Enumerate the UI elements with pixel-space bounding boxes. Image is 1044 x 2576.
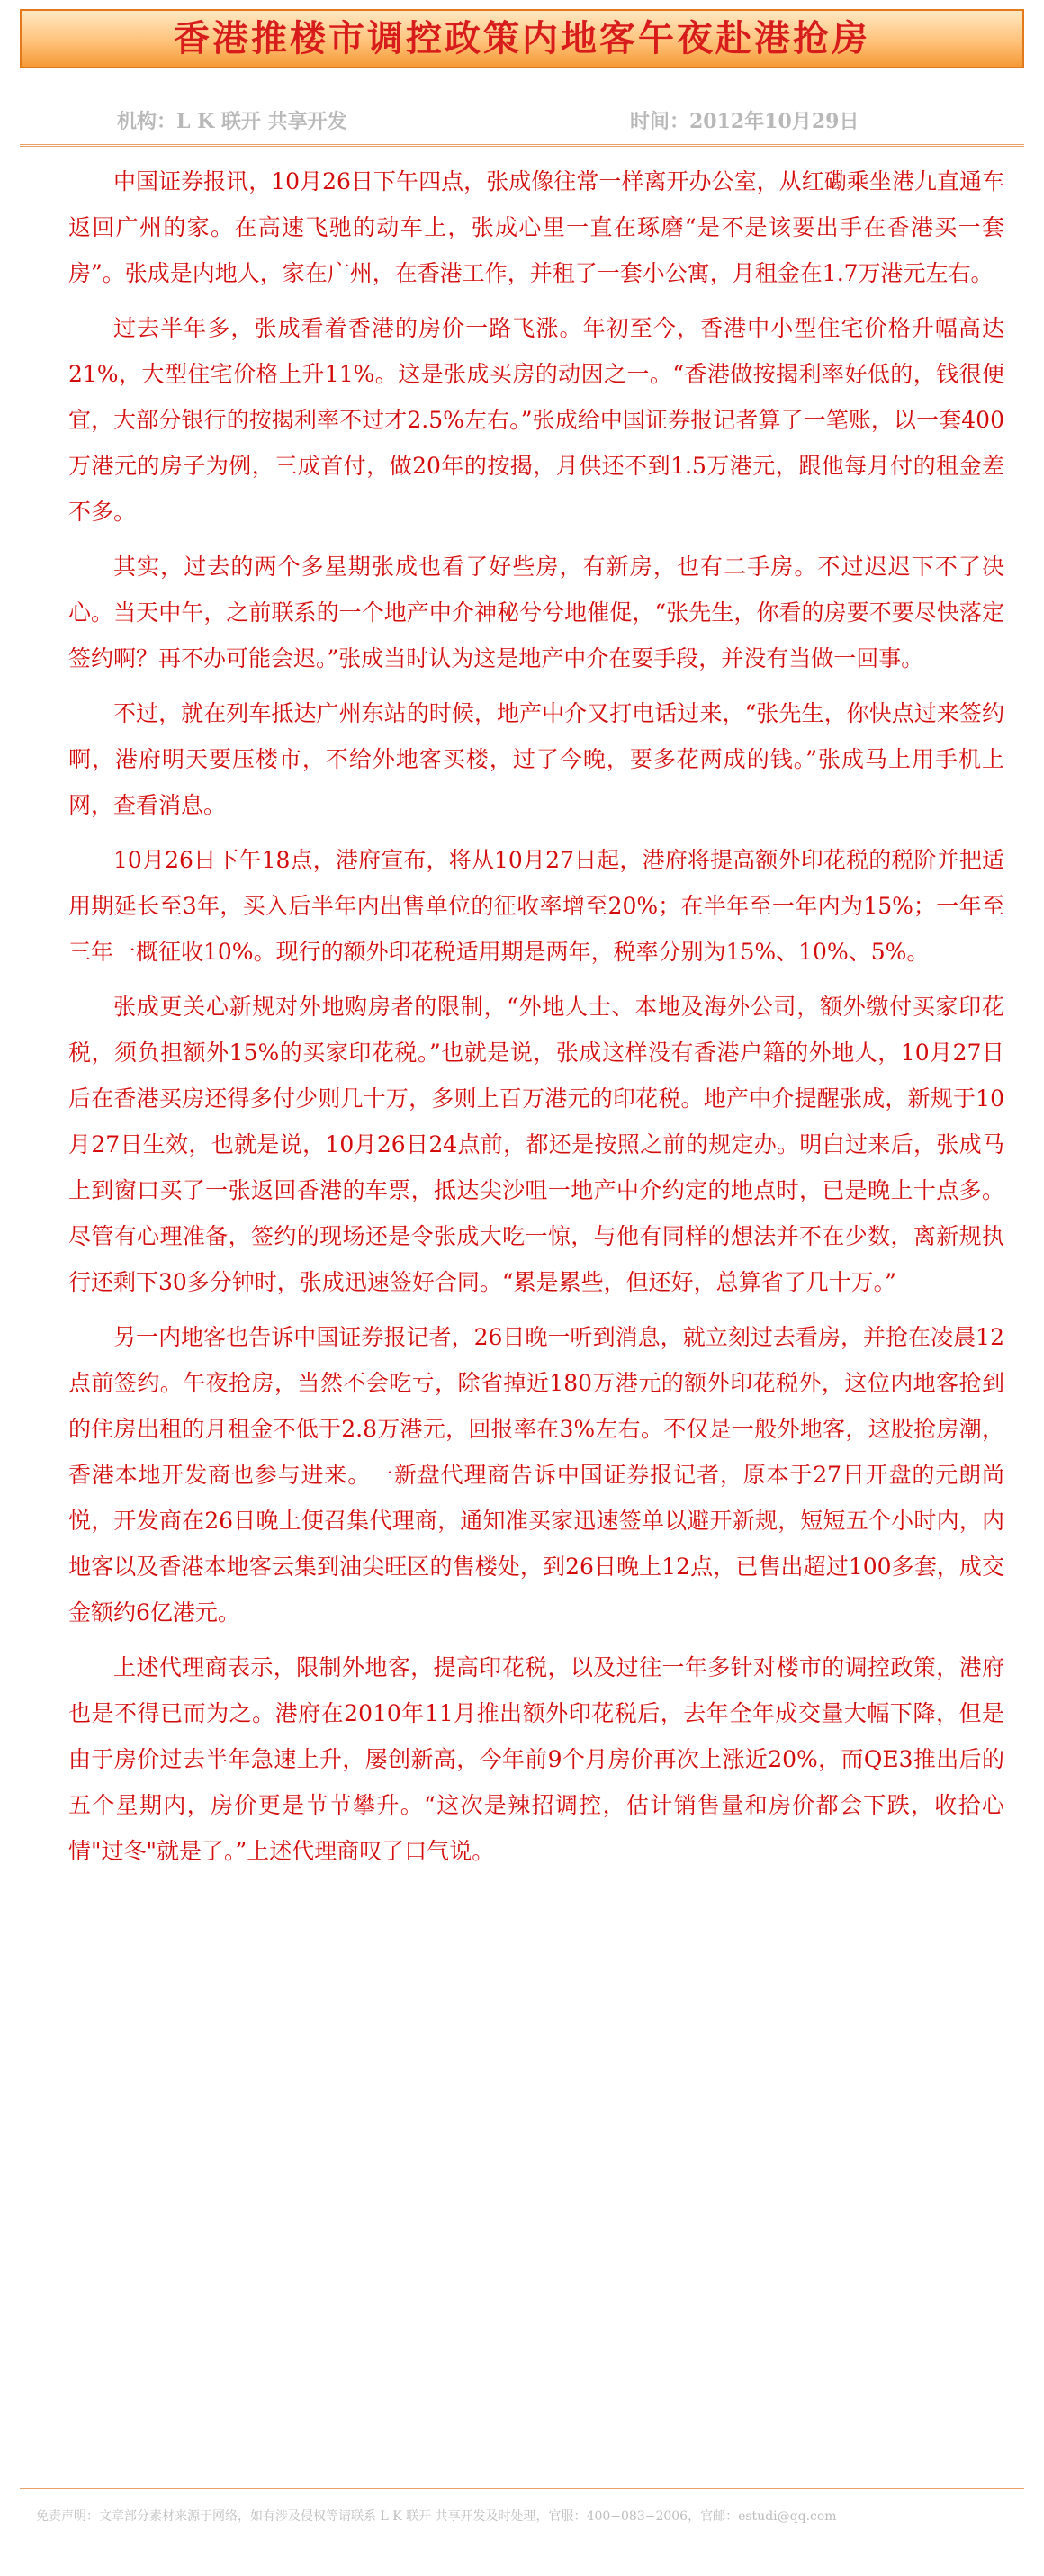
disclaimer-text: 免责声明：文章部分素材来源于网络，如有涉及侵权等请联系 L K 联开 共享开发及时处理，官服：400−083−2006，官邮：estudi@qq.com — [36, 2509, 837, 2524]
article-meta — [0, 101, 1044, 137]
page-title: 香港推楼市调控政策内地客午夜赴港抢房 — [174, 17, 870, 59]
article-paragraph: 不过，就在列车抵达广州东站的时候，地产中介又打电话过来，“张先生，你快点过来签约啊，港府明天要压楼市，不给外地客买楼，过了今晚，要多花两成的钱。”张成马上用手机上网，查看消息。 — [68, 700, 1004, 818]
footer-divider — [20, 2488, 1024, 2490]
title-banner — [20, 9, 1024, 68]
article-paragraph: 另一内地客也告诉中国证券报记者，26日晚一听到消息，就立刻过去看房，并抢在凌晨12点前签约。午夜抢房，当然不会吃亏，除省掉近180万港元的额外印花税外，这位内地客抢到的住房出租的月租金不低于2.8万港元，回报率在3%左右。不仅是一般外地客，这股抢房潮，香港本地开发商也参与进来。一新盘代理商告诉中国证券报记者，原本于27日开盘的元朗尚悦，开发商在26日晚上便召集代理商，通知准买家迅速签单以避开新规，短短五个小时内，内地客以及香港本地客云集到油尖旺区的售楼处，到26日晚上12点，已售出超过100多套，成交金额约6亿港元。 — [68, 1324, 1004, 1626]
article-paragraph: 中国证券报讯，10月26日下午四点，张成像往常一样离开办公室，从红磡乘坐港九直通车返回广州的家。在高速飞驰的动车上，张成心里一直在琢磨“是不是该要出手在香港买一套房”。张成是内地人，家在广州，在香港工作，并租了一套小公寓，月租金在1.7万港元左右。 — [68, 168, 1004, 286]
article-paragraph: 其实，过去的两个多星期张成也看了好些房，有新房，也有二手房。不过迟迟下不了决心。当天中午，之前联系的一个地产中介神秘兮兮地催促，“张先生，你看的房要不要尽快落定签约啊？再不办可能会迟。”张成当时认为这是地产中介在耍手段，并没有当做一回事。 — [68, 554, 1004, 671]
article-body — [68, 158, 1004, 1883]
header-divider — [20, 144, 1024, 147]
article-paragraph: 张成更关心新规对外地购房者的限制，“外地人士、本地及海外公司，额外缴付买家印花税，须负担额外15%的买家印花税。”也就是说，张成这样没有香港户籍的外地人，10月27日后在香港买房还得多付少则几十万，多则上百万港元的印花税。地产中介提醒张成，新规于10月27日生效，也就是说，10月26日24点前，都还是按照之前的规定办。明白过来后，张成马上到窗口买了一张返回香港的车票，抵达尖沙咀一地产中介约定的地点时，已是晚上十点多。尽管有心理准备，签约的现场还是令张成大吃一惊，与他有同样的想法并不在少数，离新规执行还剩下30多分钟时，张成迅速签好合同。“累是累些，但还好，总算省了几十万。” — [68, 994, 1004, 1295]
article-paragraph: 上述代理商表示，限制外地客，提高印花税，以及过往一年多针对楼市的调控政策，港府也是不得已而为之。港府在2010年11月推出额外印花税后，去年全年成交量大幅下降，但是由于房价过去半年急速上升，屡创新高，今年前9个月房价再次上涨近20%，而QE3推出后的五个星期内，房价更是节节攀升。“这次是辣招调控，估计销售量和房价都会下跌，收拾心情"过冬"就是了。”上述代理商叹了口气说。 — [68, 1654, 1004, 1864]
source-label: 机构：L K 联开 共享开发 — [117, 110, 347, 133]
article-paragraph: 过去半年多，张成看着香港的房价一路飞涨。年初至今，香港中小型住宅价格升幅高达21%，大型住宅价格上升11%。这是张成买房的动因之一。“香港做按揭利率好低的，钱很便宜，大部分银行的按揭利率不过才2.5%左右。”张成给中国证券报记者算了一笔账，以一套400万港元的房子为例，三成首付，做20年的按揭，月供还不到1.5万港元，跟他每月付的租金差不多。 — [68, 315, 1004, 525]
article-paragraph: 10月26日下午18点，港府宣布，将从10月27日起，港府将提高额外印花税的税阶并把适用期延长至3年，买入后半年内出售单位的征收率增至20%；在半年至一年内为15%；一年至三年一概征收10%。现行的额外印花税适用期是两年，税率分别为15%、10%、5%。 — [68, 847, 1004, 965]
date-label: 时间：2012年10月29日 — [630, 110, 860, 133]
